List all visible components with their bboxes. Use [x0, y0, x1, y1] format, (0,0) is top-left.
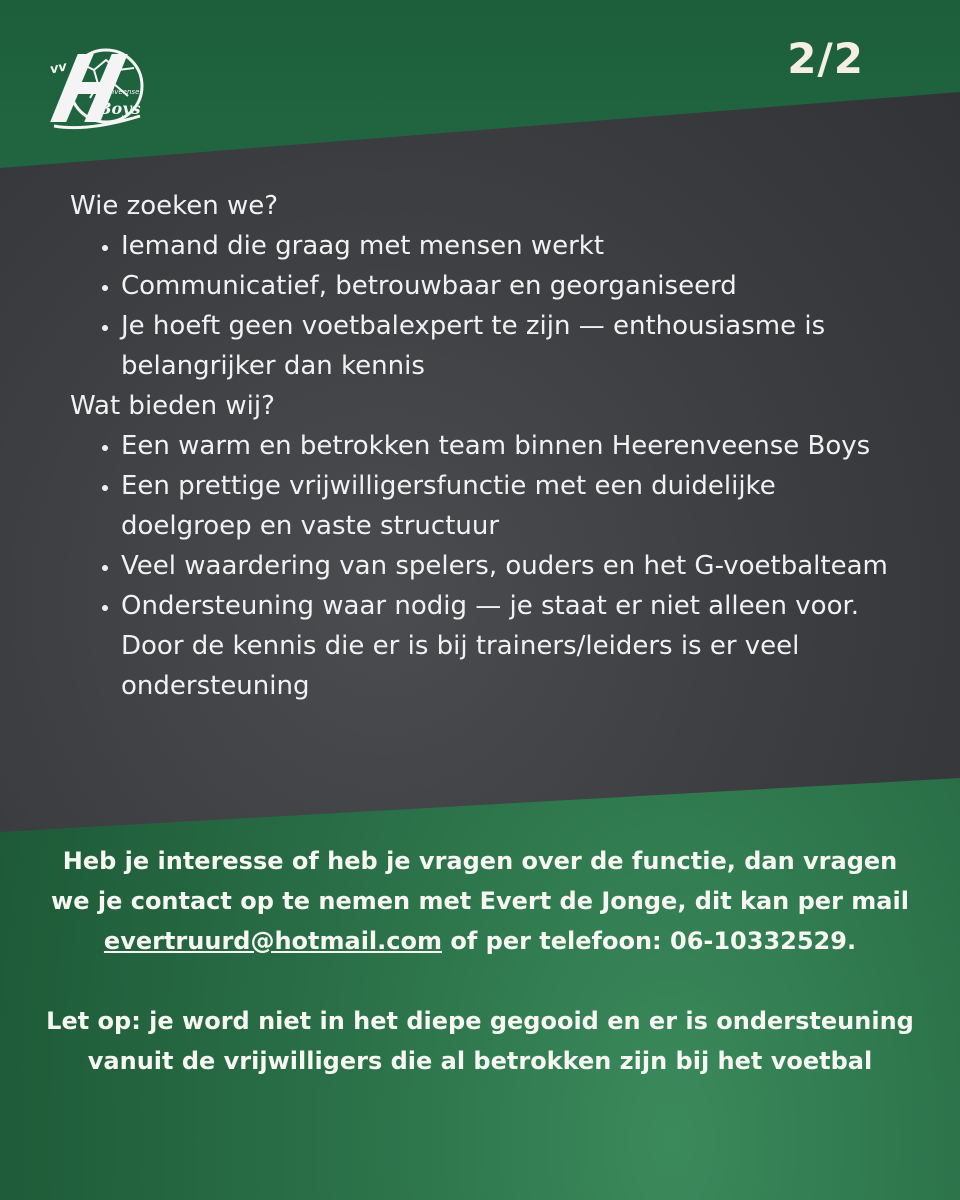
list-item: • Een warm en betrokken team binnen Heerenveense Boys: [121, 426, 890, 466]
note-paragraph: Let op: je word niet in het diepe gegooid en er is ondersteuning vanuit de vrijwilligers die al betrokken zijn bij het voetbal: [46, 1007, 914, 1075]
list-item: • Iemand die graag met mensen werkt: [121, 226, 890, 266]
list-item: • Communicatief, betrouwbaar en georganiseerd: [121, 266, 890, 306]
contact-text-after: of per telefoon: 06-10332529.: [442, 927, 857, 955]
logo-vv-text: vv: [48, 59, 69, 78]
offer-list: [70, 426, 890, 706]
page-counter: 2/2: [787, 34, 864, 83]
contact-paragraph: [40, 841, 920, 961]
logo-bottom-text: Boys: [98, 99, 141, 118]
list-item: • Een prettige vrijwilligersfunctie met een duidelijke doelgroep en vaste structuur: [121, 466, 890, 546]
email-link[interactable]: evertruurd@hotmail.com: [103, 927, 442, 955]
contact-block: [40, 841, 920, 1081]
list-item: • Veel waardering van spelers, ouders en het G-voetbalteam: [121, 546, 890, 586]
contact-text-before: Heb je interesse of heb je vragen over de functie, dan vragen we je contact op te nemen met Evert de Jonge, dit kan per mail: [51, 847, 909, 915]
who-list: [70, 226, 890, 386]
main-content: [70, 186, 890, 706]
club-crest-icon: [48, 38, 146, 134]
section-heading-who: Wie zoeken we?: [70, 191, 279, 221]
logo-top-text: eerenveense: [94, 88, 140, 96]
section-heading-offer: Wat bieden wij?: [70, 391, 275, 421]
list-item: • Ondersteuning waar nodig — je staat er niet alleen voor. Door de kennis die er is bij trainers/leiders is er veel ondersteuning: [121, 586, 890, 706]
list-item: • Je hoeft geen voetbalexpert te zijn — enthousiasme is belangrijker dan kennis: [121, 306, 890, 386]
